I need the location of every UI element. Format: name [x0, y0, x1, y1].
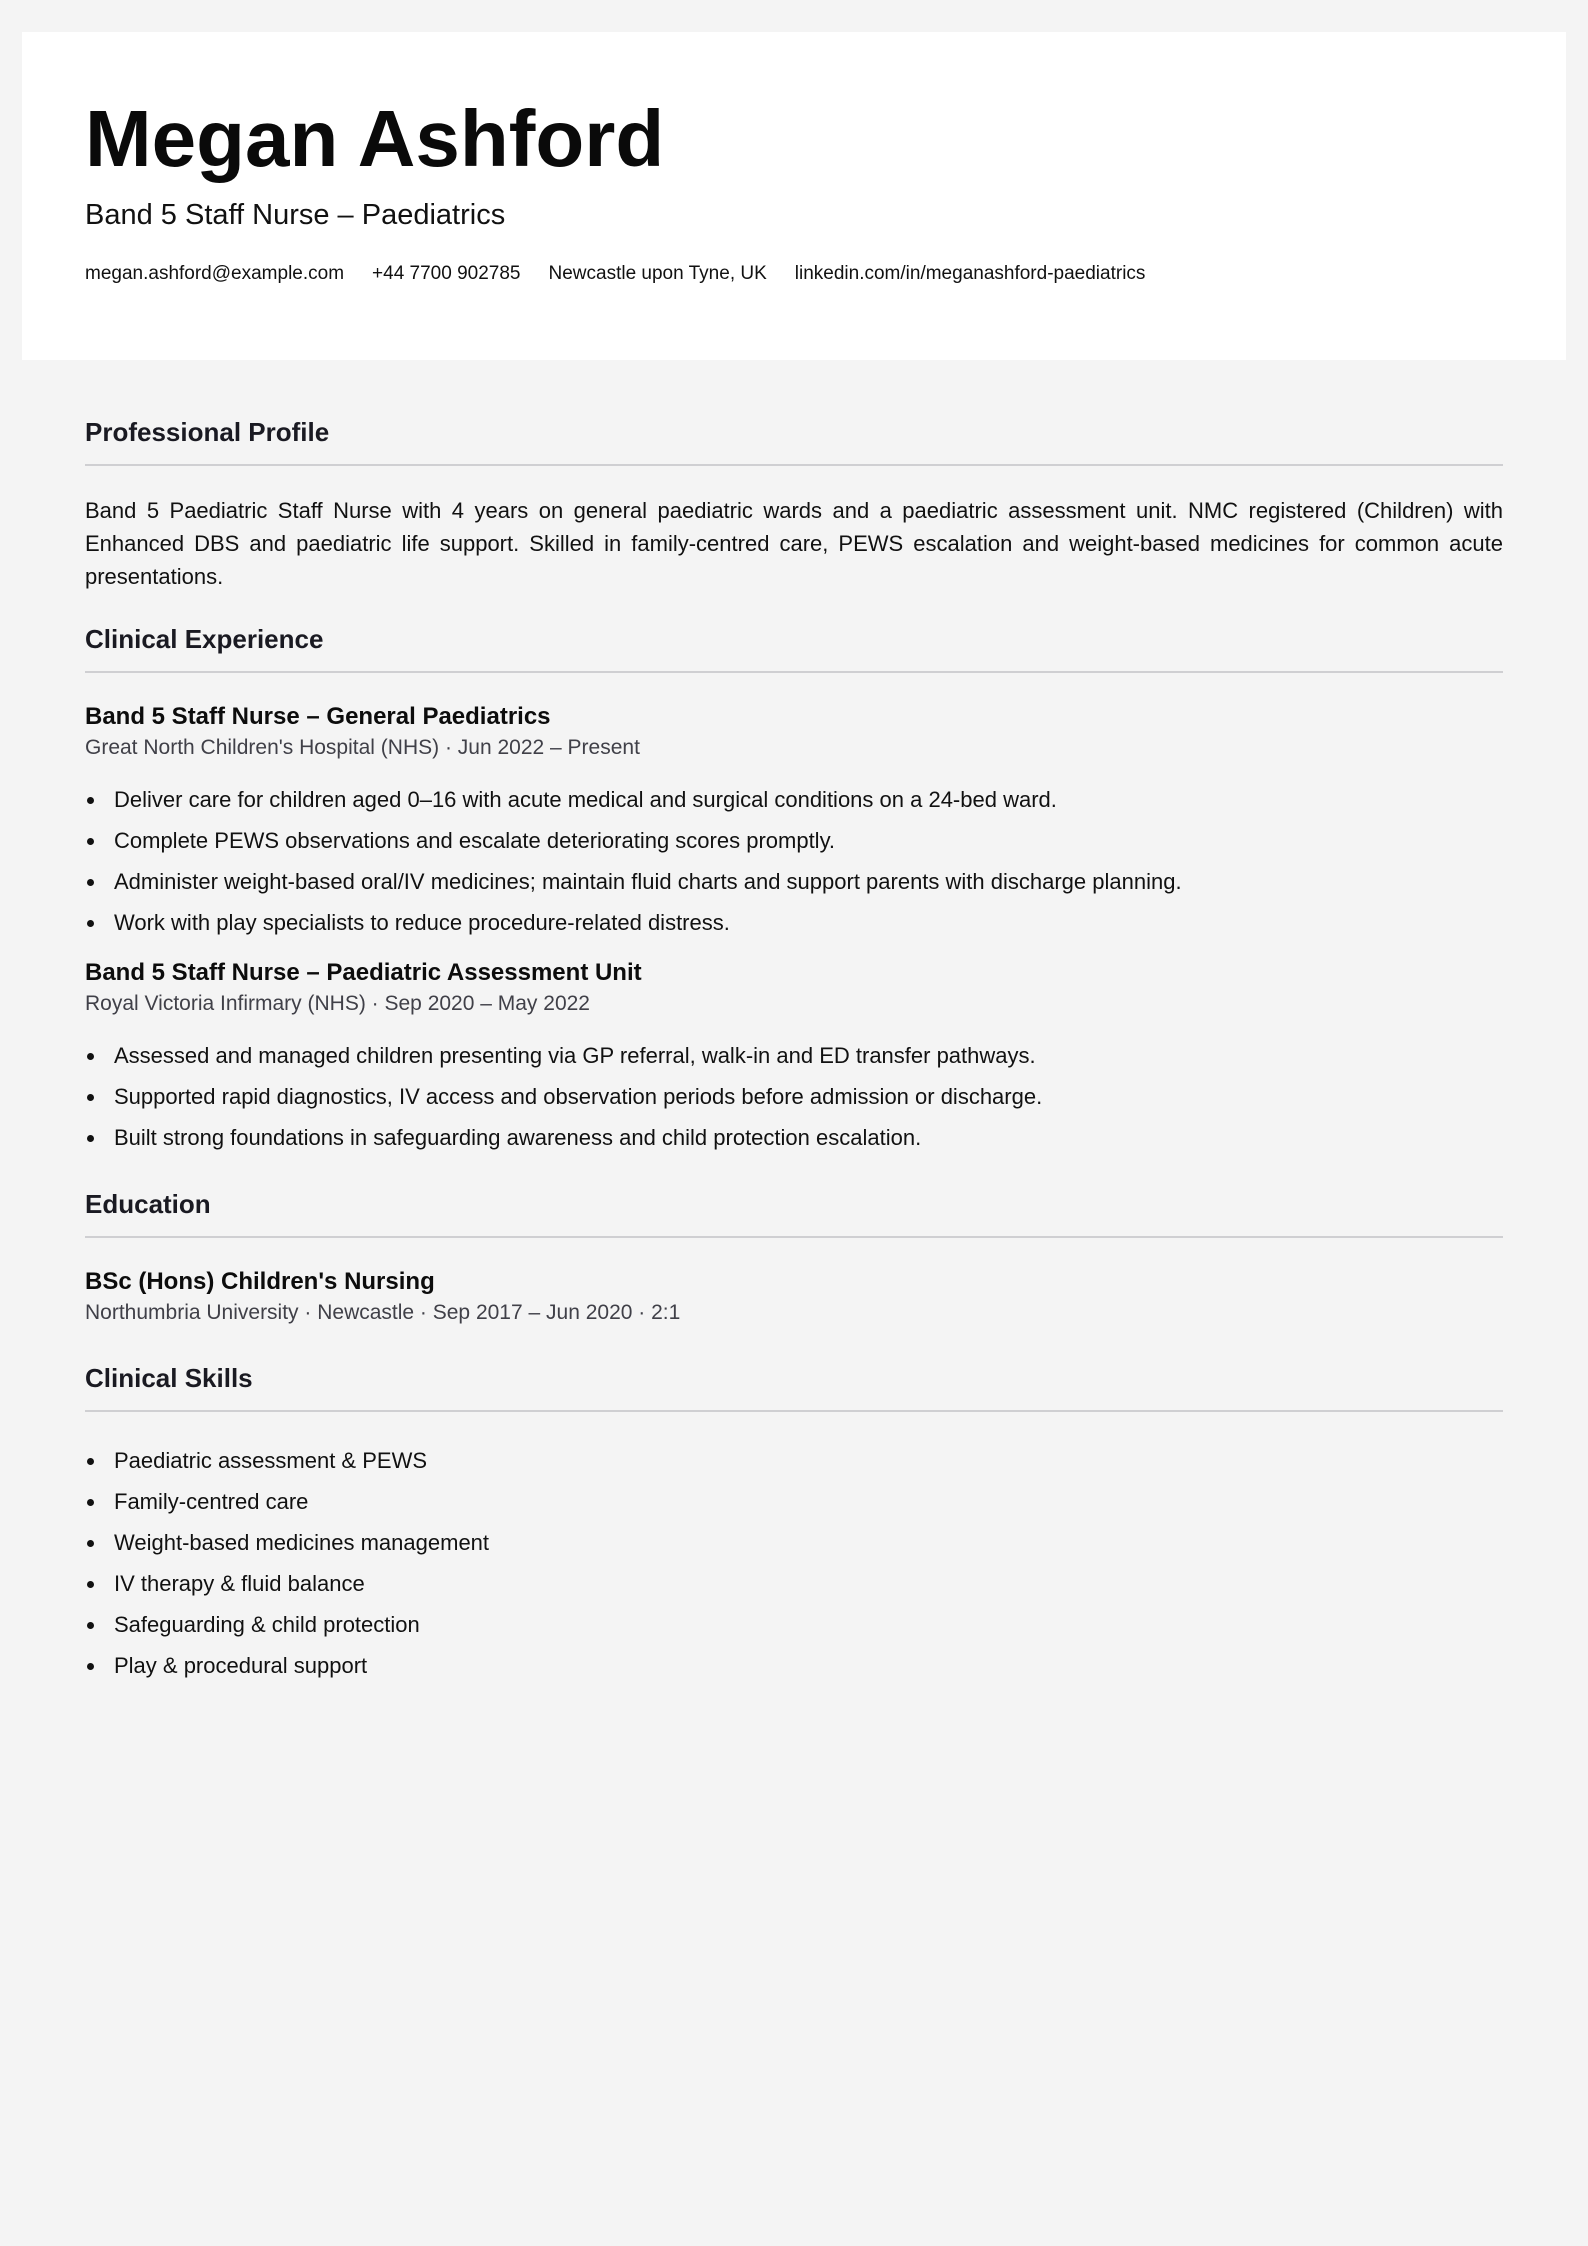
list-item: Complete PEWS observations and escalate deteriorating scores promptly. — [85, 820, 1503, 861]
list-item: Assessed and managed children presenting via GP referral, walk-in and ED transfer pathways. — [85, 1035, 1503, 1076]
list-item: Built strong foundations in safeguarding awareness and child protection escalation. — [85, 1117, 1503, 1158]
degree-meta: Northumbria University · Newcastle · Sep 2017 – Jun 2020 · 2:1 — [85, 1301, 681, 1324]
job-duties — [85, 779, 1503, 943]
resume-body — [85, 400, 1503, 1686]
list-item: Safeguarding & child protection — [85, 1604, 1503, 1645]
list-item: Work with play specialists to reduce procedure-related distress. — [85, 902, 1503, 943]
section-title-profile: Professional Profile — [85, 417, 330, 447]
contact-location: Newcastle upon Tyne, UK — [548, 263, 767, 284]
list-item: Family-centred care — [85, 1481, 1503, 1522]
list-item: Deliver care for children aged 0–16 with acute medical and surgical conditions on a 24-bed ward. — [85, 779, 1503, 820]
degree-title: BSc (Hons) Children's Nursing — [85, 1268, 435, 1295]
education-entry — [85, 1266, 1503, 1328]
candidate-name: Megan Ashford — [85, 94, 665, 183]
list-item: Supported rapid diagnostics, IV access and observation periods before admission or discharge. — [85, 1076, 1503, 1117]
profile-summary: Band 5 Paediatric Staff Nurse with 4 years on general paediatric wards and a paediatric assessment unit. NMC registered (Children) with Enhanced DBS and paediatric life support. Skilled in family-centred care, PEWS escalation and weight-based medicines for common acute presentations. — [85, 498, 1503, 589]
candidate-role: Band 5 Staff Nurse – Paediatrics — [85, 199, 506, 231]
section-divider — [85, 671, 1503, 673]
section-divider — [85, 1410, 1503, 1412]
list-item: Administer weight-based oral/IV medicines; maintain fluid charts and support parents with discharge planning. — [85, 861, 1503, 902]
section-divider — [85, 464, 1503, 466]
section-title-education: Education — [85, 1189, 211, 1219]
section-title-skills: Clinical Skills — [85, 1363, 253, 1393]
job-entry — [85, 957, 1503, 1158]
list-item: Weight-based medicines management — [85, 1522, 1503, 1563]
job-title: Band 5 Staff Nurse – Paediatric Assessment Unit — [85, 959, 642, 986]
section-title-experience: Clinical Experience — [85, 624, 324, 654]
contact-linkedin[interactable]: linkedin.com/in/meganashford-paediatrics — [794, 263, 1146, 284]
section-divider — [85, 1236, 1503, 1238]
skills-list — [85, 1440, 1503, 1686]
job-meta: Royal Victoria Infirmary (NHS) · Sep 2020 – May 2022 — [85, 992, 590, 1015]
list-item: Play & procedural support — [85, 1645, 1503, 1686]
resume-header — [22, 32, 1566, 360]
job-duties — [85, 1035, 1503, 1158]
profile-section — [85, 400, 1503, 593]
job-title: Band 5 Staff Nurse – General Paediatrics — [85, 703, 551, 730]
contact-phone[interactable]: +44 7700 902785 — [372, 263, 521, 284]
education-section — [85, 1172, 1503, 1328]
list-item: IV therapy & fluid balance — [85, 1563, 1503, 1604]
contact-email[interactable]: megan.ashford@example.com — [85, 263, 345, 284]
job-meta: Great North Children's Hospital (NHS) · Jun 2022 – Present — [85, 736, 640, 759]
job-entry — [85, 701, 1503, 943]
contact-bar — [85, 259, 1145, 289]
list-item: Paediatric assessment & PEWS — [85, 1440, 1503, 1481]
experience-section — [85, 607, 1503, 1158]
skills-section — [85, 1346, 1503, 1686]
